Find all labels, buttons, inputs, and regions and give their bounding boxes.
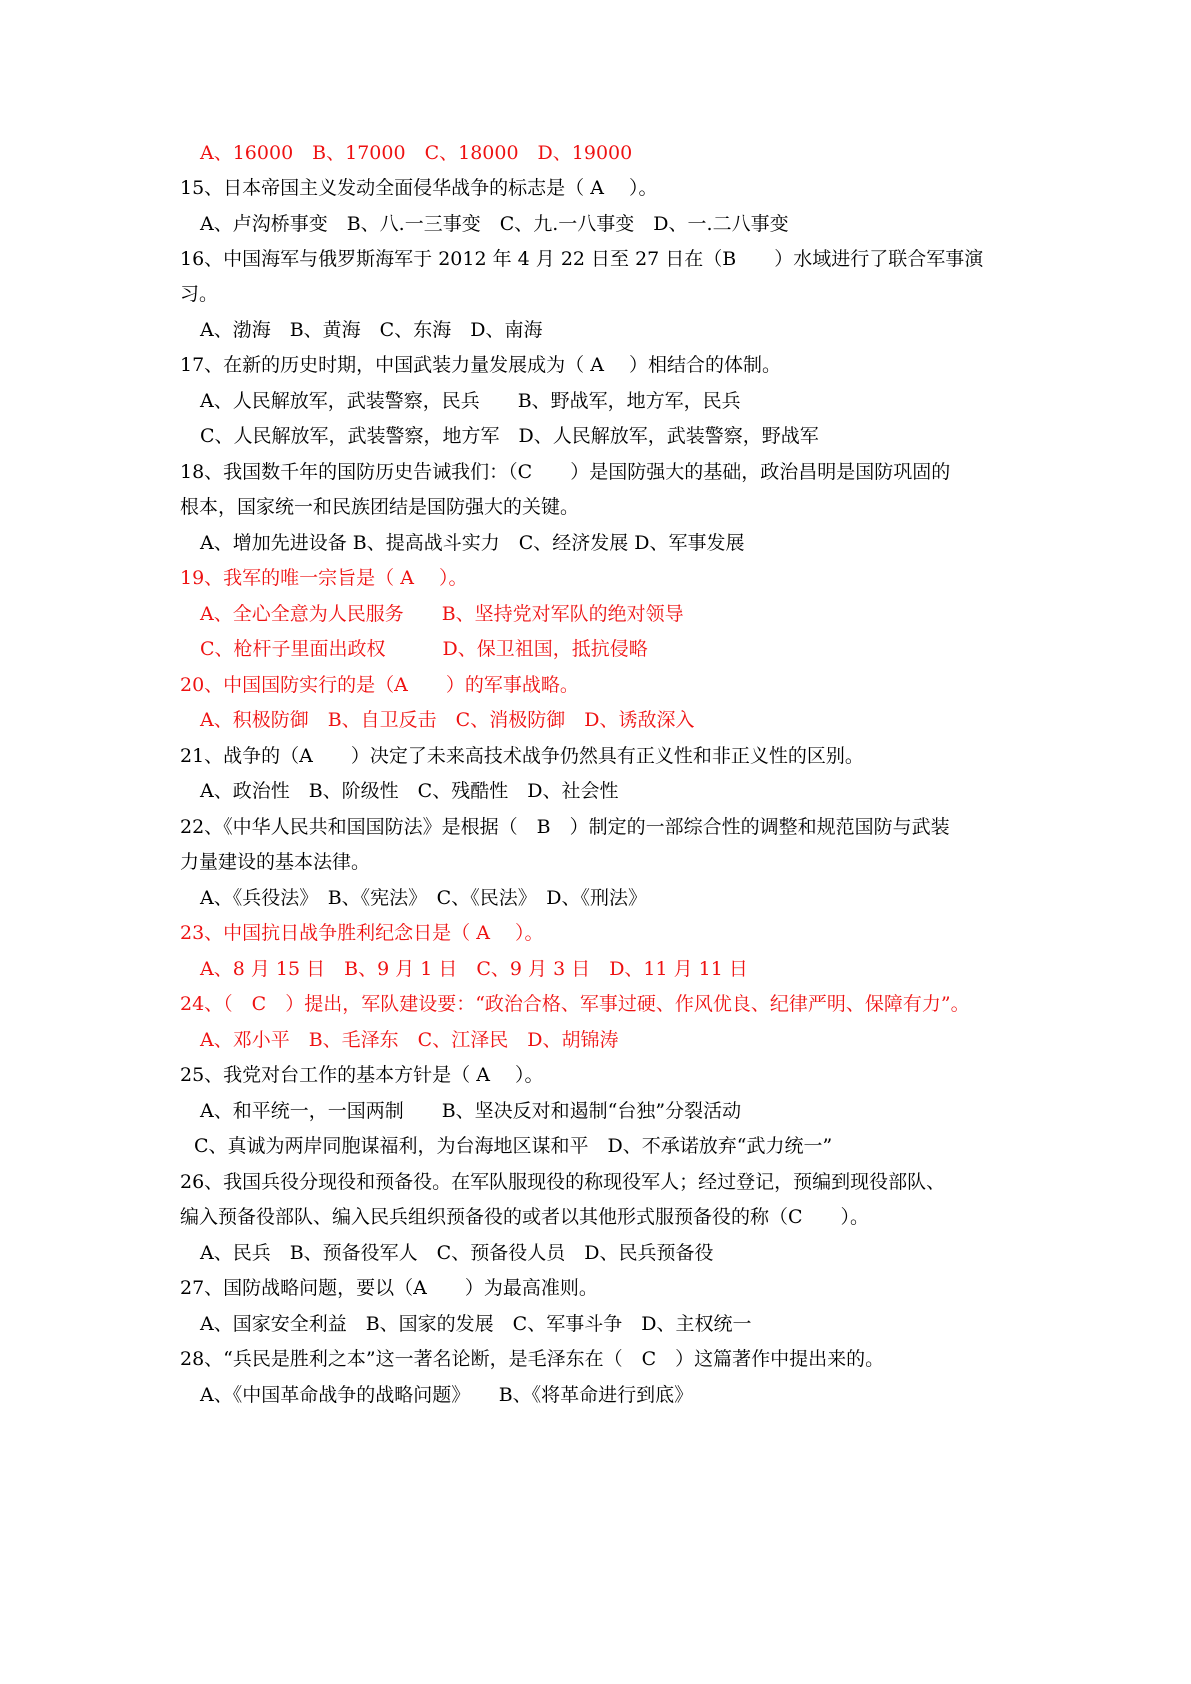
option-line-q25-ab: A、和平统一，一国两制 B、坚决反对和遏制“台独”分裂活动 xyxy=(200,1100,742,1122)
option-line-q17-cd: C、人民解放军，武装警察，地方军 D、人民解放军，武装警察，野战军 xyxy=(200,425,819,447)
option-line-q19-cd: C、枪杆子里面出政权 D、保卫祖国，抵抗侵略 xyxy=(200,638,648,660)
option-line-q15: A、卢沟桥事变 B、八.一三事变 C、九.一八事变 D、一.二八事变 xyxy=(200,213,789,235)
question-23: 23、中国抗日战争胜利纪念日是（ A ）。 xyxy=(180,922,544,944)
question-18-continued: 根本，国家统一和民族团结是国防强大的关键。 xyxy=(180,496,580,518)
option-line-q16: A、渤海 B、黄海 C、东海 D、南海 xyxy=(200,319,543,341)
question-22-continued: 力量建设的基本法律。 xyxy=(180,851,371,873)
question-26-continued: 编入预备役部队、编入民兵组织预备役的或者以其他形式服预备役的称（C ）。 xyxy=(180,1206,870,1228)
option-line-q28: A、《中国革命战争的战略问题》 B、《将革命进行到底》 xyxy=(200,1384,694,1406)
option-line-q20: A、积极防御 B、自卫反击 C、消极防御 D、诱敌深入 xyxy=(200,709,695,731)
question-22: 22、《中华人民共和国国防法》是根据（ B ）制定的一部综合性的调整和规范国防与武装 xyxy=(180,816,950,838)
question-15: 15、日本帝国主义发动全面侵华战争的标志是（ A ）。 xyxy=(180,177,658,199)
option-line-q17-ab: A、人民解放军，武装警察，民兵 B、野战军，地方军，民兵 xyxy=(200,390,741,412)
option-line-q18: A、增加先进设备 B、提高战斗实力 C、经济发展 D、军事发展 xyxy=(200,532,745,554)
question-24: 24、（ C ）提出，军队建设要：“政治合格、军事过硬、作风优良、纪律严明、保障有力”。 xyxy=(180,993,970,1015)
option-line-q27: A、国家安全利益 B、国家的发展 C、军事斗争 D、主权统一 xyxy=(200,1313,752,1335)
question-16: 16、中国海军与俄罗斯海军于 2012 年 4 月 22 日至 27 日在（B ）水域进行了联合军事演 xyxy=(180,248,984,270)
option-line-q21: A、政治性 B、阶级性 C、残酷性 D、社会性 xyxy=(200,780,619,802)
question-20: 20、中国国防实行的是（A ）的军事战略。 xyxy=(180,674,579,696)
option-line-q22: A、《兵役法》 B、《宪法》 C、《民法》 D、《刑法》 xyxy=(200,887,647,909)
question-26: 26、我国兵役分现役和预备役。在军队服现役的称现役军人；经过登记，预编到现役部队、 xyxy=(180,1171,946,1193)
question-27: 27、国防战略问题，要以（A ）为最高准则。 xyxy=(180,1277,598,1299)
option-line-q19-ab: A、全心全意为人民服务 B、坚持党对军队的绝对领导 xyxy=(200,603,684,625)
question-19: 19、我军的唯一宗旨是（ A ）。 xyxy=(180,567,468,589)
question-25: 25、我党对台工作的基本方针是（ A ）。 xyxy=(180,1064,544,1086)
question-21: 21、战争的（A ）决定了未来高技术战争仍然具有正义性和非正义性的区别。 xyxy=(180,745,864,767)
question-28: 28、“兵民是胜利之本”这一著名论断，是毛泽东在（ C ）这篇著作中提出来的。 xyxy=(180,1348,885,1370)
option-line-q24: A、邓小平 B、毛泽东 C、江泽民 D、胡锦涛 xyxy=(200,1029,619,1051)
question-16-continued: 习。 xyxy=(180,283,219,305)
option-line-q25-cd: C、真诚为两岸同胞谋福利，为台海地区谋和平 D、不承诺放弃“武力统一” xyxy=(194,1135,833,1157)
option-line-q23: A、8 月 15 日 B、9 月 1 日 C、9 月 3 日 D、11 月 11 日 xyxy=(200,958,748,980)
question-17: 17、在新的历史时期，中国武装力量发展成为（ A ）相结合的体制。 xyxy=(180,354,781,376)
question-18: 18、我国数千年的国防历史告诫我们：（C ）是国防强大的基础，政治昌明是国防巩固的 xyxy=(180,461,951,483)
option-line-q14: A、16000 B、17000 C、18000 D、19000 xyxy=(200,142,633,164)
option-line-q26: A、民兵 B、预备役军人 C、预备役人员 D、民兵预备役 xyxy=(200,1242,714,1264)
